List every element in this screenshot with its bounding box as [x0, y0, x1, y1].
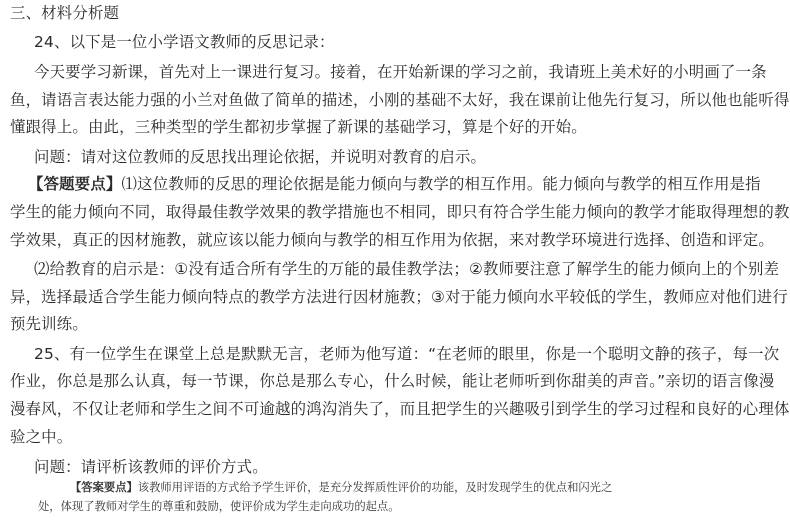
q25-answer-text-1: 该教师用评语的方式给予学生评价，是充分发挥质性评价的功能，及时发现学生的优点和闪光之 [137, 481, 613, 494]
section-heading: 三、材料分析题 [10, 4, 120, 22]
q25-material-line-3: 漫春风，不仅让老师和学生之间不可逾越的鸿沟消失了，而且把学生的兴趣吸引到学生的学习过程和良好的心理体 [10, 400, 790, 418]
q25-material-line-4: 验之中。 [10, 428, 73, 446]
q24-answer-line-3: 学效果，真正的因材施教，就应该以能力倾向与教学的相互作用为依据，来对教学环境进行选择、创造和评定。 [10, 231, 774, 249]
q25-answer-line-1 [0, 480, 781, 496]
q25-material-line-1: 25、有一位学生在课堂上总是默默无言，老师为他写道：“在老师的眼里，你是一个聪明文静的孩子，每一次 [34, 345, 780, 363]
q25-question: 问题：请评析该教师的评价方式。 [34, 458, 268, 476]
q25-answer-line-2: 处，体现了教师对学生的尊重和鼓励，使评价成为学生走向成功的起点。 [38, 500, 400, 513]
q24-material-line-2: 鱼，请语言表达能力强的小兰对鱼做了简单的描述，小刚的基础不太好，我在课前让他先行复习，所以他也能听得 [10, 91, 790, 109]
q24-question: 问题：请对这位教师的反思找出理论依据，并说明对教育的启示。 [34, 148, 487, 166]
q24-material-line-1: 今天要学习新课，首先对上一课进行复习。接着，在开始新课的学习之前，我请班上美术好的小明画了一条 [34, 63, 767, 81]
q25-answer-label: 【答案要点】 [70, 481, 138, 494]
q24-answer-line-6: 预先训练。 [10, 315, 88, 333]
q24-intro: 24、以下是一位小学语文教师的反思记录： [34, 33, 335, 51]
q24-material-line-3: 懂跟得上。由此，三种类型的学生都初步掌握了新课的基础学习，算是个好的开始。 [10, 118, 587, 136]
q24-answer-text-1: ⑴这位教师的反思的理论依据是能力倾向与教学的相互作用。能力倾向与教学的相互作用是指 [121, 175, 761, 193]
q24-answer-line-2: 学生的能力倾向不同，取得最佳教学效果的教学措施也不相同，即只有符合学生能力倾向的教学才能取得理想的教 [10, 203, 790, 221]
q24-answer-line-4: ⑵给教育的启示是：①没有适合所有学生的万能的最佳教学法；②教师要注意了解学生的能力倾向上的个别差 [34, 260, 780, 278]
q24-answer-label: 【答题要点】 [28, 175, 122, 193]
q24-answer-line-5: 异，选择最适合学生能力倾向特点的教学方法进行因材施教；③对于能力倾向水平较低的学生，教师应对他们进行 [10, 288, 788, 306]
q24-answer-line-1 [0, 174, 761, 194]
q25-material-line-2: 作业，你总是那么认真，每一节课，你总是那么专心，什么时候，能让老师听到你甜美的声音。”亲切的语言像漫 [10, 372, 775, 390]
